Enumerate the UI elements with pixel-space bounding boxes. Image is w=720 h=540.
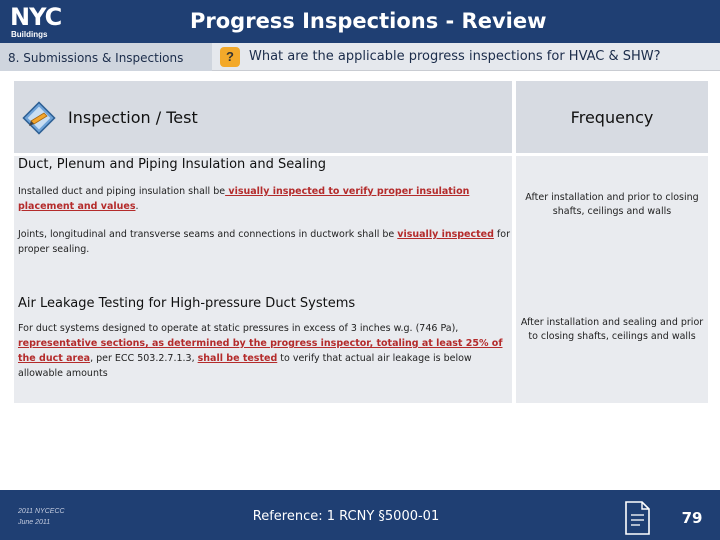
- question-text: What are the applicable progress inspections for HVAC & SHW?: [249, 49, 661, 64]
- footer-date: June 2011: [18, 519, 51, 526]
- page-number: 79: [681, 509, 703, 527]
- frequency-cell: After installation and sealing and prior to closing shafts, ceilings and walls: [520, 317, 704, 342]
- row-text-mid: , per ECC 503.2.7.1.3,: [90, 353, 198, 364]
- logo-word: NYC: [10, 3, 62, 31]
- column-header-inspection: Inspection / Test: [68, 108, 198, 127]
- document-icon: [622, 500, 652, 536]
- row-text: Installed duct and piping insulation shall be: [18, 186, 226, 197]
- column-header-frequency: Frequency: [570, 108, 654, 127]
- frequency-cell: After installation and prior to closing shafts, ceilings and walls: [525, 192, 699, 217]
- group-heading: Duct, Plenum and Piping Insulation and Sealing: [18, 157, 326, 172]
- row-text: For duct systems designed to operate at static pressures in excess of 3 inches w.g. (746 Pa),: [18, 323, 459, 334]
- reference-text: Reference: 1 RCNY §5000-01: [252, 509, 440, 524]
- row-text-end: for proper sealing.: [18, 229, 510, 255]
- row-emphasis: representative sections, as determined by the progress inspector, totaling at least 25% of the duct area: [18, 338, 503, 364]
- table-row-text: [18, 227, 514, 257]
- row-text-end: to verify that actual air leakage is below allowable amounts: [18, 353, 472, 379]
- section-label: 8. Submissions & Inspections: [8, 51, 184, 65]
- row-emphasis: visually inspected: [397, 229, 494, 240]
- book-pencil-icon: [22, 101, 56, 135]
- nyc-buildings-logo: [10, 4, 92, 40]
- group-heading: Air Leakage Testing for High-pressure Duct Systems: [18, 296, 356, 311]
- row-emphasis: visually inspected to verify proper insulation placement and values: [18, 186, 470, 212]
- table-row-text: [18, 184, 514, 214]
- footer-code: 2011 NYCECC: [18, 508, 65, 515]
- question-badge-icon: ?: [220, 47, 240, 67]
- row-emphasis-2: shall be tested: [197, 353, 278, 364]
- row-text-end: .: [135, 201, 139, 212]
- row-text: Joints, longitudinal and transverse seams and connections in ductwork shall be: [18, 229, 398, 240]
- table-row-text: [18, 321, 514, 381]
- logo-subtitle: Buildings: [11, 30, 48, 39]
- page-title: Progress Inspections - Review: [190, 9, 547, 33]
